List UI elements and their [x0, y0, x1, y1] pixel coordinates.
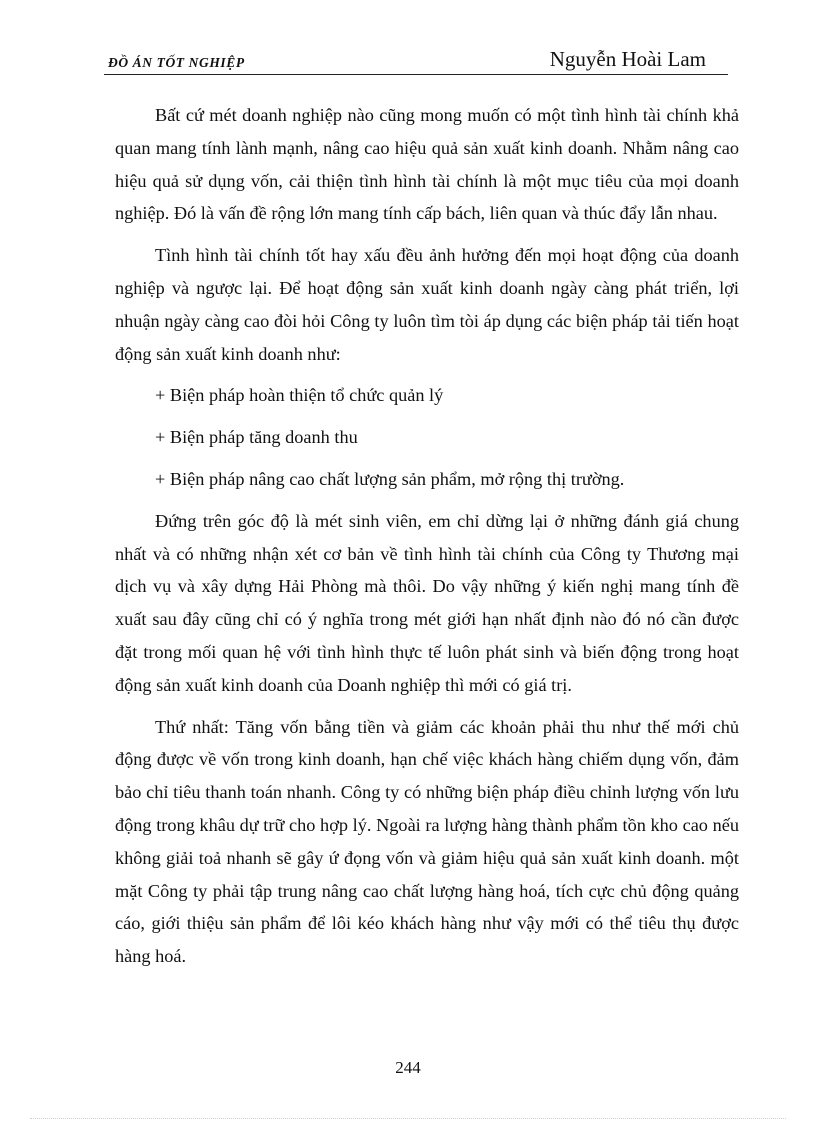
- document-title: ĐỒ ÁN TỐT NGHIỆP: [108, 55, 245, 70]
- paragraph-3: Đứng trên góc độ là mét sinh viên, em chỉ dừng lại ở những đánh giá chung nhất và có những nhận xét cơ bản về tình hình tài chính của Công ty Thương mại dịch vụ và xây dựng Hải Phòng mà thôi. Do vậy những ý kiến nghị mang tính đề xuất sau đây cũng chỉ có ý nghĩa trong mét giới hạn nhất định nào đó nó cần được đặt trong mối quan hệ với tình hình thực tế luôn phát sinh và biến động trong hoạt động sản xuất kinh doanh của Doanh nghiệp thì mới có giá trị.: [115, 510, 739, 695]
- page-header: [104, 46, 728, 75]
- page-number: 244: [395, 1058, 421, 1077]
- paragraph-4: Thứ nhất: Tăng vốn bằng tiền và giảm các khoản phải thu như thế mới chủ động được về vốn trong kinh doanh, hạn chế việc khách hàng chiếm dụng vốn, đảm bảo chỉ tiêu thanh toán nhanh. Công ty có những biện pháp điều chỉnh lượng vốn lưu động trong khâu dự trữ cho hợp lý. Ngoài ra lượng hàng thành phẩm tồn kho cao nếu không giải toả nhanh sẽ gây ứ đọng vốn và giảm hiệu quả sản xuất kinh doanh. một mặt Công ty phải tập trung nâng cao chất lượng hàng hoá, tích cực chủ động quảng cáo, giới thiệu sản phẩm để lôi kéo khách hàng như vậy mới có thể tiêu thụ được hàng hoá.: [115, 716, 739, 967]
- document-body: [115, 99, 739, 982]
- list-item: + Biện pháp hoàn thiện tổ chức quản lý: [155, 385, 444, 406]
- paragraph-1: Bất cứ mét doanh nghiệp nào cũng mong muốn có một tình hình tài chính khả quan mang tính lành mạnh, nâng cao hiệu quả sản xuất kinh doanh. Nhằm nâng cao hiệu quả sử dụng vốn, cải thiện tình hình tài chính là một mục tiêu của mọi doanh nghiệp. Đó là vấn đề rộng lớn mang tính cấp bách, liên quan và thúc đẩy lẫn nhau.: [115, 105, 739, 224]
- author-name: Nguyễn Hoài Lam: [549, 47, 706, 71]
- list-item: + Biện pháp nâng cao chất lượng sản phẩm, mở rộng thị trường.: [155, 468, 625, 489]
- list-item: + Biện pháp tăng doanh thu: [155, 427, 358, 448]
- paragraph-2: Tình hình tài chính tốt hay xấu đều ảnh hưởng đến mọi hoạt động của doanh nghiệp và ngược lại. Để hoạt động sản xuất kinh doanh ngày càng phát triển, lợi nhuận ngày càng cao đòi hỏi Công ty luôn tìm tòi áp dụng các biện pháp tải tiến hoạt động sản xuất kinh doanh như:: [115, 245, 739, 364]
- page-bottom-divider: [30, 1118, 786, 1119]
